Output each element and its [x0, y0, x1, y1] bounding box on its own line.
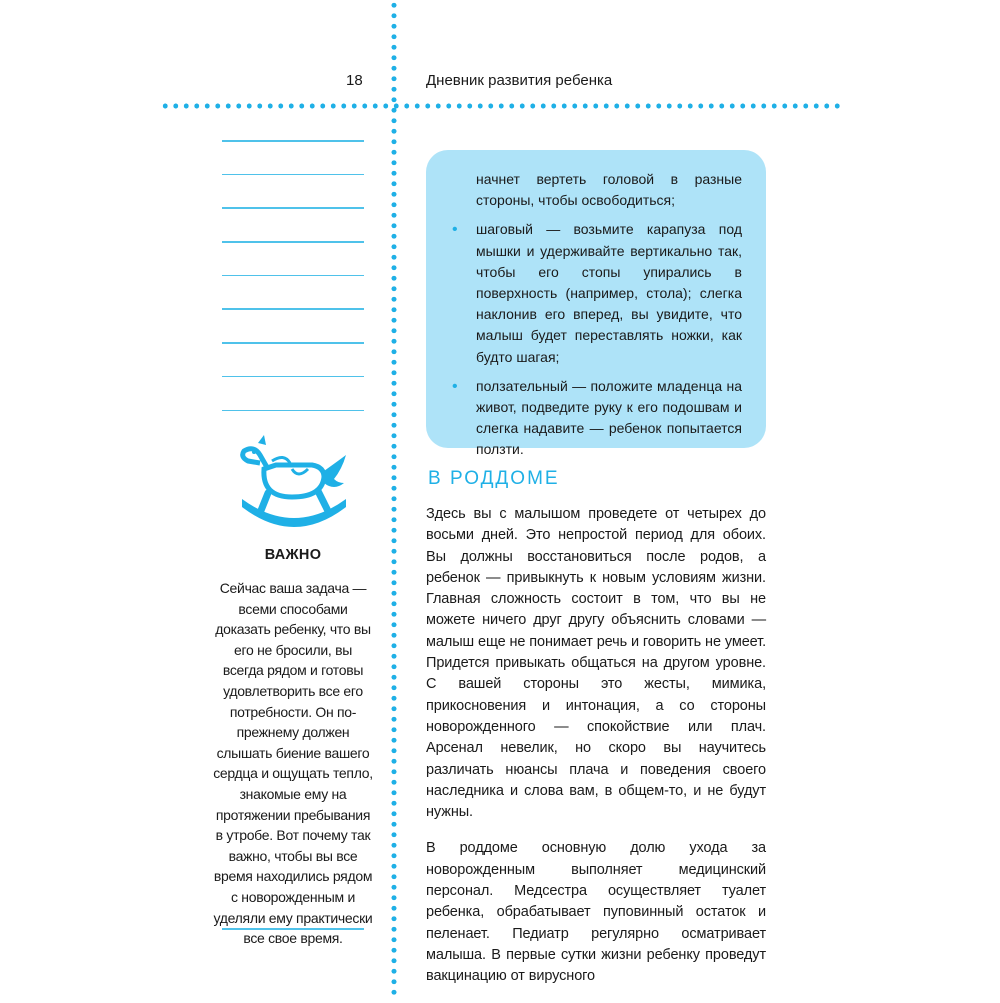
note-line: [222, 410, 364, 412]
reflex-item-text: ползательный — положите младенца на живот, подведите руку к его подошвам и слегка надавите — ребенок попытается ползти.: [476, 377, 742, 458]
section-body: [426, 504, 766, 1003]
reflex-item: [452, 376, 742, 461]
page-number: 18: [346, 72, 363, 89]
reflex-box: [426, 150, 766, 458]
horizontal-dotted-divider: [160, 102, 842, 110]
bullet-icon: •: [452, 221, 458, 239]
rocking-horse-icon: [238, 433, 350, 533]
note-lines: [222, 140, 364, 443]
note-line: [222, 241, 364, 243]
reflex-item-text: шаговый — возьмите карапуза под мышки и удерживайте вертикально так, чтобы его стопы упирались в поверхность (например, стола); слегка наклонив его вперед, вы увидите, что малыш будет переставлять ножки, как будто шагая;: [476, 221, 742, 365]
body-paragraph: В роддоме основную долю ухода за новорожденным выполняет медицинский персонал. Медсестра осуществляет туалет ребенка, обрабатывает пуповинный остаток и пеленает. Педиатр регулярно осматривает малыша. В первые сутки жизни ребенку проведут вакцинацию от вирусного: [426, 840, 766, 985]
vertical-dotted-divider: [390, 0, 398, 1000]
running-title: Дневник развития ребенка: [426, 72, 613, 89]
reflex-list: [452, 219, 742, 460]
important-underline: [222, 928, 364, 930]
note-line: [222, 207, 364, 209]
bullet-icon: •: [452, 377, 458, 395]
reflex-item: [452, 219, 742, 367]
reflex-continuation: начнет вертеть головой в разные стороны, чтобы освободиться;: [476, 171, 742, 209]
note-line: [222, 275, 364, 277]
body-paragraph: Здесь вы с малышом проведете от четырех до восьми дней. Это непростой период для обоих. Вы должны восстановиться после родов, а ребенок — привыкнуть к новым условиям жизни. Главная сложность состоит в том, что вы не можете ничего друг другу объяснить словами — малыш еще не понимает речь и говорить не умеет. Придется привыкать общаться на другом уровне. С вашей стороны это жесты, мимика, прикосновения и интонация, а со стороны новорожденного — спокойствие или плач. Арсенал невелик, но скоро вы научитесь различать нюансы плача и поведения своего наследника и слова вам, в общем-то, и не будут нужны.: [426, 506, 767, 821]
note-line: [222, 140, 364, 142]
note-line: [222, 308, 364, 310]
note-line: [222, 376, 364, 378]
important-text: Сейчас ваша задача — всеми способами доказать ребенку, что вы его не бросили, вы всегда рядом и готовы удовлетворить все его потребности. Он по-прежнему должен слышать биение вашего сердца и ощущать тепло, знакомые ему на протяжении пребывания в утробе. Вот почему так важно, чтобы вы все время находились рядом с новорожденным и уделяли ему практически все свое время.: [213, 580, 373, 947]
note-line: [222, 342, 364, 344]
section-title: В РОДДОМЕ: [428, 468, 560, 489]
important-title: ВАЖНО: [264, 547, 322, 563]
note-line: [222, 174, 364, 176]
